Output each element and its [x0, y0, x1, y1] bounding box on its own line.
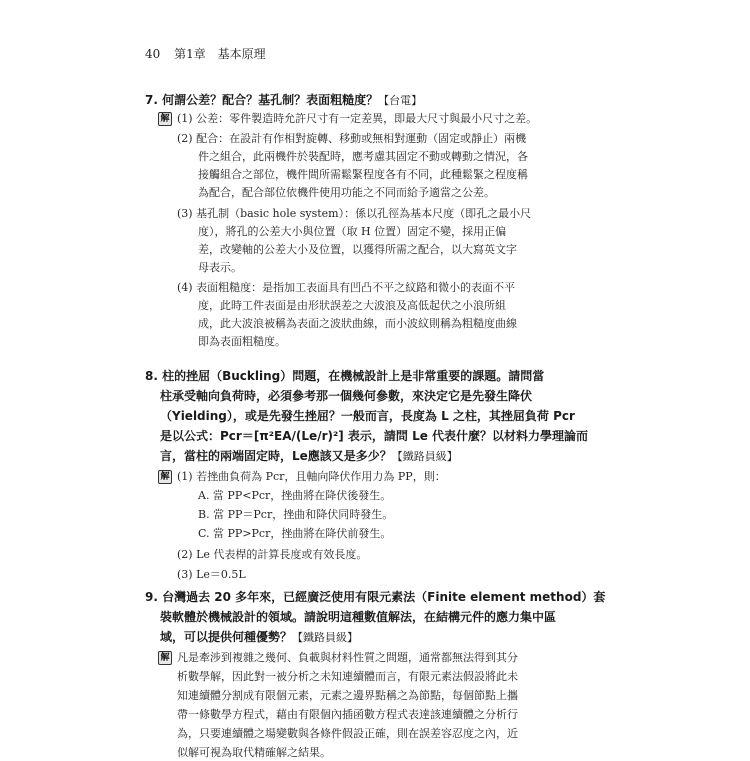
q7-answer-line: 母表示。 — [198, 261, 242, 274]
question-8-heading — [160, 407, 575, 426]
q8-answer-line: B. 當 PP＝Pcr，挫曲和降伏同時發生。 — [198, 508, 394, 521]
question-7-source: 【台電】 — [378, 94, 423, 107]
q9-answer-line: 析數學解，因此對一被分析之未知連續體而言，有限元素法假設將此未 — [177, 670, 518, 683]
question-8-heading — [160, 427, 588, 446]
q8-answer-line: (3) Le＝0.5L — [177, 568, 246, 581]
q7-answer-line: 差，改變軸的公差大小及位置，以獲得所需之配合，以大寫英文字 — [198, 243, 517, 256]
question-9-heading — [145, 588, 605, 607]
q9-answer-line: 帶一條數學方程式，藉由有限個內插函數方程式表達該連續體之分析行 — [177, 708, 518, 721]
q9-answer-line: 似解可視為取代精確解之結果。 — [177, 746, 331, 759]
q8-answer-line: C. 當 PP>Pcr，挫曲將在降伏前發生。 — [198, 527, 392, 540]
question-8-source: 【鐵路員級】 — [391, 450, 458, 463]
page-header — [145, 46, 266, 62]
q7-answer-line: 即為表面粗糙度。 — [198, 335, 286, 348]
answer-badge-q7 — [158, 112, 172, 126]
q9-answer-line: 為，只要連續體之場變數與各條件假設正確，則在誤差容忍度之內，近 — [177, 727, 518, 740]
answer-badge-label: 解 — [160, 653, 170, 663]
question-8-text: 是以公式：Pcr＝[π²EA/(Le/r)²] 表示，請問 Le 代表什麼？以材料力學理論而 — [160, 429, 589, 443]
q9-answer-line: 知連續體分割成有限個元素，元素之邊界點稱之為節點，每個節點上攜 — [177, 689, 518, 702]
q7-answer-line: 件之組合，此兩機件於裝配時，應考慮其固定不動或轉動之情況，各 — [198, 150, 528, 163]
q7-answer-line: 度），將孔的公差大小與位置（取 H 位置）固定不變，採用正偏 — [198, 225, 507, 238]
question-7-heading — [145, 91, 422, 110]
question-9-text: 裝軟體於機械設計的領域。請說明這種數值解法，在結構元件的應力集中區 — [160, 610, 557, 624]
chapter-label: 第1章 — [174, 47, 206, 61]
q7-answer-line: (4) 表面粗糙度：是指加工表面具有凹凸不平之紋路和微小的表面不平 — [177, 281, 516, 294]
question-8-text: 言，當柱的兩端固定時，Le應該又是多少？ — [160, 449, 392, 463]
chapter-title: 基本原理 — [217, 47, 266, 61]
question-7-text: 7. 何謂公差？配合？基孔制？表面粗糙度？ — [145, 93, 379, 107]
q7-answer-line: 成，此大波浪被稱為表面之波狀曲線，而小波紋則稱為粗糙度曲線 — [198, 317, 517, 330]
answer-badge-label: 解 — [160, 472, 170, 482]
q9-answer-line: 凡是牽涉到複雜之幾何、負載與材料性質之問題，通常都無法得到其分 — [177, 651, 518, 664]
q7-answer-line: (1) 公差：零件製造時允許尺寸有一定差異，即最大尺寸與最小尺寸之差。 — [177, 112, 538, 125]
q7-answer-line: 接觸組合之部位，機件間所需鬆緊程度各有不同，此種鬆緊之程度稱 — [198, 168, 528, 181]
answer-badge-label: 解 — [160, 114, 170, 124]
q7-answer-line: (2) 配合：在設計有作相對旋轉、移動或無相對運動（固定或靜止）兩機 — [177, 132, 527, 145]
q8-answer-line: A. 當 PP<Pcr，挫曲將在降伏後發生。 — [198, 489, 392, 502]
q7-answer-line: 度，此時工件表面是由形狀誤差之大波浪及高低起伏之小浪所組 — [198, 299, 506, 312]
q8-answer-line: (2) Le 代表桿的計算長度或有效長度。 — [177, 548, 368, 561]
question-8-text: 8. 柱的挫屈（Buckling）問題，在機械設計上是非常重要的課題。請問當 — [145, 369, 545, 383]
question-9-source: 【鐵路員級】 — [292, 631, 359, 644]
answer-badge-q9 — [158, 651, 172, 665]
question-8-heading — [145, 367, 544, 386]
answer-badge-q8 — [158, 470, 172, 484]
q8-answer-line: (1) 若挫曲負荷為 Pcr，且軸向降伏作用力為 PP，則： — [177, 470, 446, 483]
question-9-text: 9. 台灣過去 20 多年來，已經廣泛使用有限元素法（Finite element method）套 — [145, 590, 606, 604]
q7-answer-line: (3) 基孔制（basic hole system）：係以孔徑為基本尺度（即孔之最小尺 — [177, 207, 532, 220]
question-9-heading — [160, 608, 556, 627]
question-9-heading — [160, 628, 358, 647]
question-9-text: 域，可以提供何種優勢？ — [160, 630, 293, 644]
question-8-heading — [160, 387, 532, 406]
page-number: 40 — [145, 47, 161, 61]
question-8-heading — [160, 447, 458, 466]
q7-answer-line: 為配合，配合部位依機件使用功能之不同而給予適當之公差。 — [198, 186, 495, 199]
question-8-text: 柱承受軸向負荷時，必須參考那一個幾何參數，來決定它是先發生降伏 — [160, 389, 533, 403]
question-8-text: （Yielding），或是先發生挫屈？一般而言，長度為 L 之柱，其挫屈負荷 Pcr — [160, 409, 575, 423]
